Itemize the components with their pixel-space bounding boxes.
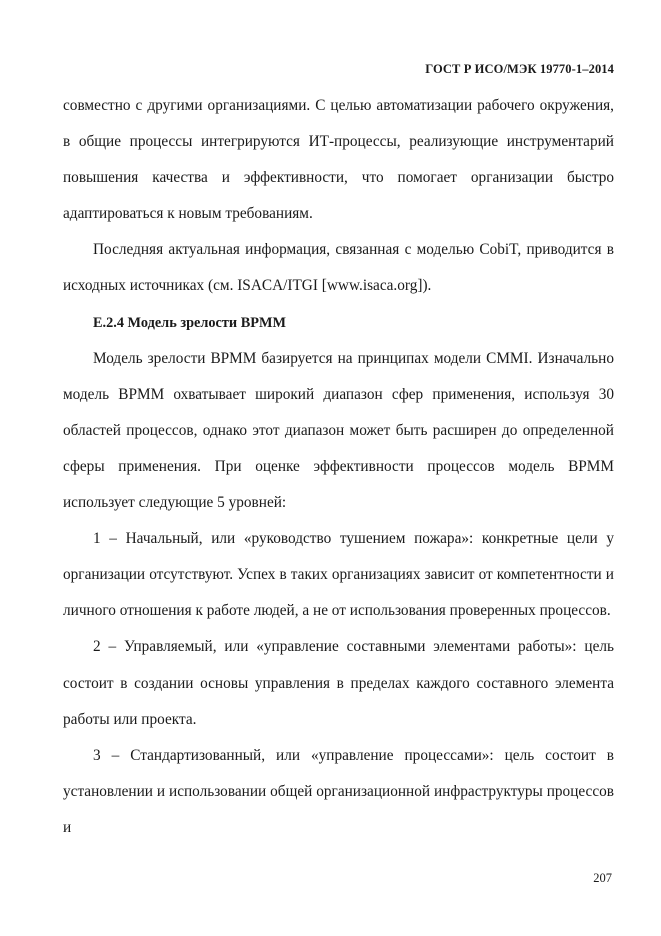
page-number: 207 <box>593 871 612 885</box>
paragraph-cobit-info: Последняя актуальная информация, связанная с моделью CobiT, приводится в исходных источниках (см. ISACA/ITGI [www.isaca.org]). <box>63 241 614 295</box>
list-item-level-2: 2 – Управляемый, или «управление составными элементами работы»: цель состоит в создании основы управления в пределах каждого составного элемента работы или проекта. <box>63 638 614 728</box>
list-item-level-3: 3 – Стандартизованный, или «управление процессами»: цель состоит в установлении и использовании общей организационной инфраструктуры процессов и <box>63 746 614 836</box>
document-header: ГОСТ Р ИСО/МЭК 19770-1–2014 <box>425 62 614 76</box>
list-item-level-1: 1 – Начальный, или «руководство тушением пожара»: конкретные цели у организации отсутствуют. Успех в таких организациях зависит от компетентности и личного отношения к работе людей, а не от использования проверенных процессов. <box>63 530 614 620</box>
paragraph-bpmm-intro: Модель зрелости BPMM базируется на принципах модели CMMI. Изначально модель BPMM охватывает широкий диапазон сфер применения, используя 30 областей процессов, однако этот диапазон может быть расширен до определенной сферы применения. При оценке эффективности процессов модель BPMM использует следующие 5 уровней: <box>63 349 614 512</box>
paragraph-continuation: совместно с другими организациями. С целью автоматизации рабочего окружения, в общие процессы интегрируются ИТ-процессы, реализующие инструментарий повышения качества и эффективности, что помогает организации быстро адаптироваться к новым требованиям. <box>63 97 614 223</box>
page-body <box>63 88 614 846</box>
section-heading: Е.2.4 Модель зрелости BPMM <box>93 314 286 331</box>
